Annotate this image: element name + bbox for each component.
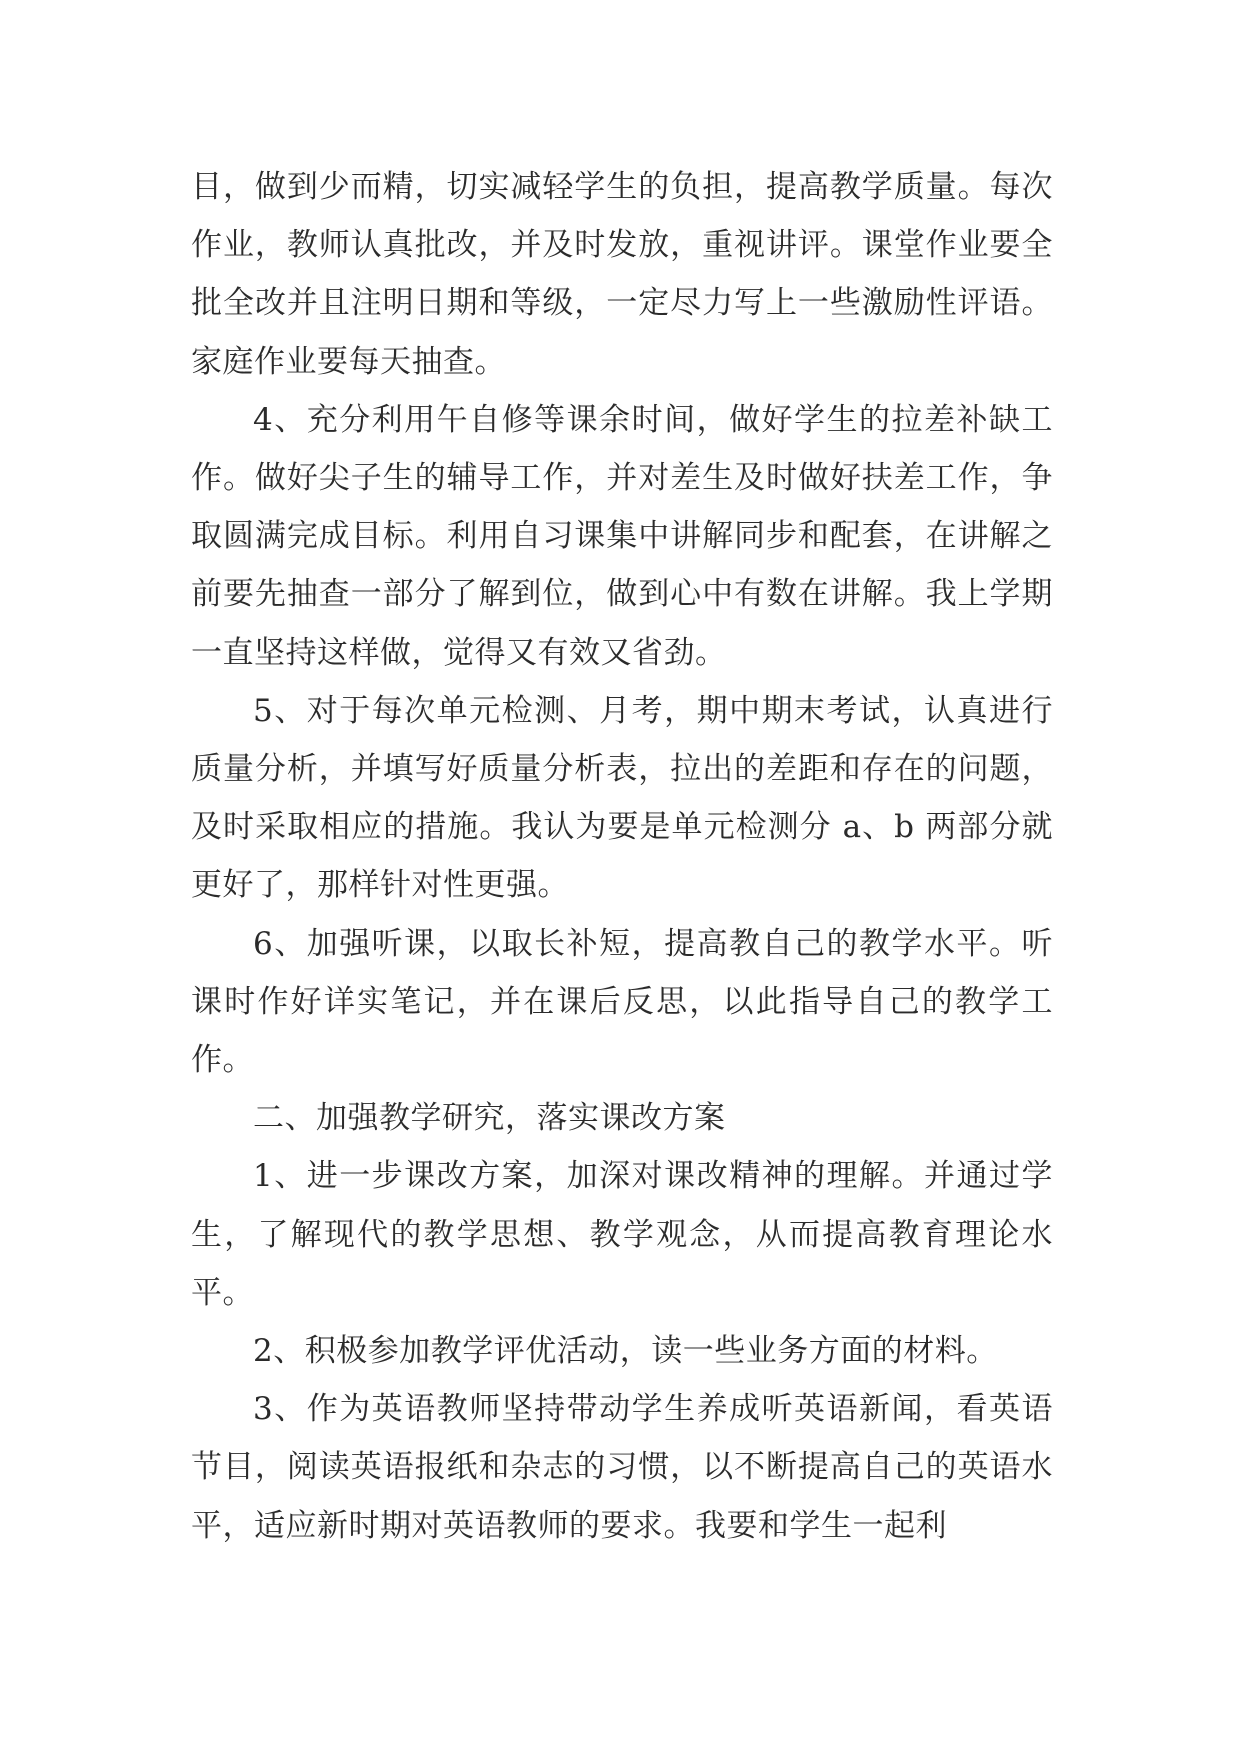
paragraph-section2-item-3: 3、作为英语教师坚持带动学生养成听英语新闻，看英语节目，阅读英语报纸和杂志的习惯，以不断提高自己的英语水平，适应新时期对英语教师的要求。我要和学生一起利 xyxy=(191,1391,1053,1544)
paragraph-item-6: 6、加强听课，以取长补短，提高教自己的教学水平。听课时作好详实笔记，并在课后反思，以此指导自己的教学工作。 xyxy=(191,925,1053,1079)
paragraph-continuation: 目，做到少而精，切实减轻学生的负担，提高教学质量。每次作业，教师认真批改，并及时发放，重视讲评。课堂作业要全批全改并且注明日期和等级，一定尽力写上一些激励性评语。家庭作业要每天抽查。 xyxy=(191,169,1053,380)
paragraph-item-4: 4、充分利用午自修等课余时间，做好学生的拉差补缺工作。做好尖子生的辅导工作，并对差生及时做好扶差工作，争取圆满完成目标。利用自习课集中讲解同步和配套，在讲解之前要先抽查一部分了解到位，做到心中有数在讲解。我上学期一直坚持这样做，觉得又有效又省劲。 xyxy=(191,401,1053,671)
paragraph-section2-item-1: 1、进一步课改方案，加深对课改精神的理解。并通过学生，了解现代的教学思想、教学观念，从而提高教育理论水平。 xyxy=(191,1158,1053,1311)
section-heading-2: 二、加强教学研究，落实课改方案 xyxy=(253,1100,726,1137)
paragraph-item-5: 5、对于每次单元检测、月考，期中期末考试，认真进行质量分析，并填写好质量分析表，拉出的差距和存在的问题，及时采取相应的措施。我认为要是单元检测分 a、b 两部分就更好了，那样针对性更强。 xyxy=(191,692,1053,904)
paragraph-section2-item-2: 2、积极参加教学评优活动，读一些业务方面的材料。 xyxy=(253,1333,998,1370)
body-text xyxy=(191,158,1053,1555)
